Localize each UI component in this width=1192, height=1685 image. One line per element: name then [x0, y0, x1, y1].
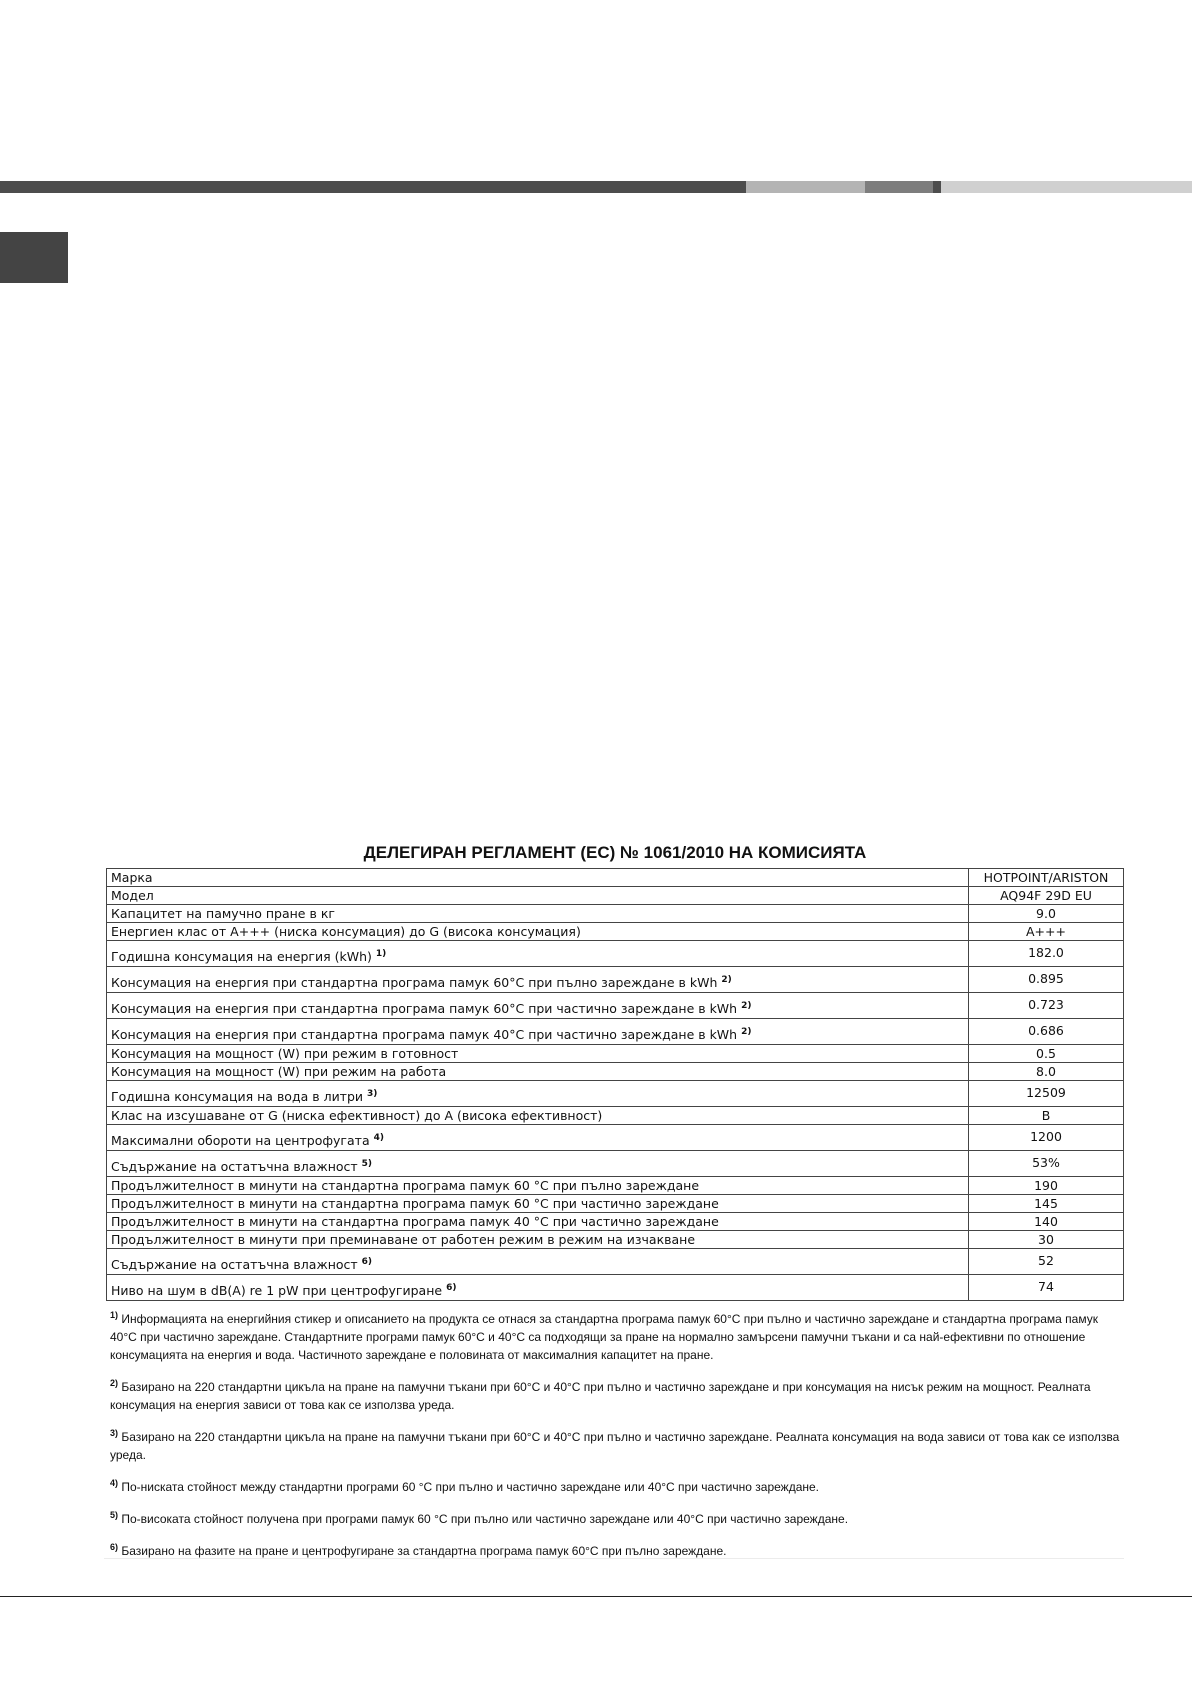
- footnote-number: 6): [110, 1542, 119, 1552]
- table-row: [107, 1249, 1124, 1275]
- row-label: [107, 1019, 969, 1045]
- header-color-bar: [0, 181, 1192, 193]
- footnote: [110, 1428, 1122, 1464]
- row-label-text: Продължителност в минути на стандартна програма памук 60 °C при пълно зареждане: [111, 1177, 700, 1193]
- table-row: [107, 1081, 1124, 1107]
- footer-rule: [0, 1596, 1192, 1597]
- regulation-title: ДЕЛЕГИРАН РЕГЛАМЕНТ (ЕС) № 1061/2010 НА КОМИСИЯТА: [363, 843, 867, 862]
- footnote-text: Базирано на 220 стандартни цикъла на пране на памучни тъкани при 60°C и 40°C при пълно и частично зареждане и при консумация на нисък режим на мощност. Реалната консумация на енергия зависи от това как се използва уреда.: [110, 1380, 1091, 1412]
- table-row: [107, 1019, 1124, 1045]
- row-label: [107, 1177, 969, 1195]
- table-row: [107, 1195, 1124, 1213]
- row-value: 0.686: [969, 1019, 1124, 1045]
- row-label: [107, 1107, 969, 1125]
- row-label-text: Годишна консумация на вода в литри: [111, 1089, 364, 1104]
- row-label: [107, 905, 969, 923]
- row-value: 182.0: [969, 941, 1124, 967]
- row-label: [107, 967, 969, 993]
- row-label: [107, 1045, 969, 1063]
- footnote: [110, 1510, 1122, 1528]
- row-value: 1200: [969, 1125, 1124, 1151]
- row-value: B: [969, 1107, 1124, 1125]
- row-value: A+++: [969, 923, 1124, 941]
- row-label-text: Годишна консумация на енергия (kWh): [111, 949, 372, 964]
- row-value: 12509: [969, 1081, 1124, 1107]
- table-row: [107, 923, 1124, 941]
- language-tab: [0, 232, 68, 283]
- row-label: [107, 1151, 969, 1177]
- row-value: 30: [969, 1231, 1124, 1249]
- footnote-mark: 2): [741, 1026, 752, 1037]
- row-label: [107, 923, 969, 941]
- row-label-text: Марка: [111, 869, 153, 885]
- footnote-text: По-високата стойност получена при програми памук 60 °C при пълно или частично зареждане или 40°C при частично зареждане.: [121, 1512, 849, 1526]
- footnote-text: Базирано на фазите на пране и центрофугиране за стандартна програма памук 60°C при пълно зареждане.: [121, 1544, 727, 1558]
- row-label: [107, 941, 969, 967]
- header-bar-segment: [933, 181, 941, 193]
- row-label: [107, 1213, 969, 1231]
- row-label-text: Съдържание на остатъчна влажност: [111, 1159, 358, 1174]
- spec-table: [106, 868, 1124, 1301]
- row-value: 9.0: [969, 905, 1124, 923]
- footnote-mark: 4): [373, 1132, 384, 1143]
- row-label-text: Продължителност в минути на стандартна програма памук 60 °C при частично зареждане: [111, 1195, 719, 1211]
- footnote-mark: 2): [721, 974, 732, 985]
- row-label: [107, 1249, 969, 1275]
- row-label-text: Консумация на енергия при стандартна програма памук 60°C при частично зареждане в kWh: [111, 1001, 738, 1016]
- row-label-text: Ниво на шум в dB(A) re 1 pW при центрофугиране: [111, 1283, 443, 1298]
- row-label-text: Консумация на енергия при стандартна програма памук 40°C при частично зареждане в kWh: [111, 1027, 738, 1042]
- row-label-text: Съдържание на остатъчна влажност: [111, 1257, 358, 1272]
- row-value: 0.5: [969, 1045, 1124, 1063]
- row-label: [107, 1275, 969, 1301]
- notes-divider: [104, 1558, 1124, 1559]
- header-bar-segment: [941, 181, 1192, 193]
- table-row: [107, 887, 1124, 905]
- row-label-text: Клас на изсушаване от G (ниска ефективност) до A (висока ефективност): [111, 1107, 603, 1123]
- footnote-mark: 1): [375, 948, 387, 959]
- table-row: [107, 1213, 1124, 1231]
- footnote-text: Информацията на енергийния стикер и описанието на продукта се отнася за стандартна програма памук 60°C при пълно и частично зареждане и стандартна програма памук 40°C при частично зареждане. Стандартните програми памук 60°C и 40°C са подходящи за пране на нормално замърсени памучни тъкани и са най-ефективни по отношение консумацията на енергия и вода. Частичното зареждане е половината от максималния капацитет на пране.: [110, 1312, 1098, 1362]
- table-row: [107, 905, 1124, 923]
- row-label-text: Максимални обороти на центрофугата: [111, 1133, 370, 1148]
- table-row: [107, 869, 1124, 887]
- row-value: AQ94F 29D EU: [969, 887, 1124, 905]
- footnotes: [110, 1310, 1122, 1574]
- footnote-number: 4): [110, 1478, 119, 1488]
- row-label-text: Капацитет на памучно пране в кг: [111, 905, 335, 921]
- row-label-text: Консумация на енергия при стандартна програма памук 60°C при пълно зареждане в kWh: [111, 975, 718, 990]
- footnote-mark: 3): [367, 1088, 378, 1099]
- row-value: 52: [969, 1249, 1124, 1275]
- table-row: [107, 1107, 1124, 1125]
- row-value: 190: [969, 1177, 1124, 1195]
- table-row: [107, 993, 1124, 1019]
- row-value: 53%: [969, 1151, 1124, 1177]
- footnote-mark: 6): [361, 1256, 373, 1267]
- row-label: [107, 993, 969, 1019]
- table-row: [107, 1275, 1124, 1301]
- table-row: [107, 1125, 1124, 1151]
- footnote-number: 3): [110, 1428, 119, 1438]
- row-label: [107, 869, 969, 887]
- row-label: [107, 1125, 969, 1151]
- table-row: [107, 1063, 1124, 1081]
- footnote-number: 1): [110, 1310, 119, 1320]
- row-value: HOTPOINT/ARISTON: [969, 869, 1124, 887]
- header-bar-segment: [746, 181, 865, 193]
- row-label-text: Консумация на мощност (W) при режим на работа: [111, 1063, 447, 1079]
- footnote-text: По-ниската стойност между стандартни програми 60 °C при пълно и частично зареждане или 40°C при частично зареждане.: [121, 1480, 819, 1494]
- footnote-number: 5): [110, 1510, 119, 1520]
- row-value: 145: [969, 1195, 1124, 1213]
- row-label: [107, 1231, 969, 1249]
- footnote-mark: 5): [361, 1158, 373, 1169]
- footnote: [110, 1478, 1122, 1496]
- footnote: [110, 1378, 1122, 1414]
- footnote-text: Базирано на 220 стандартни цикъла на пране на памучни тъкани при 60°C и 40°C при пълно и частично зареждане. Реалната консумация на вода зависи от това как се използва уреда.: [110, 1430, 1120, 1462]
- row-value: 74: [969, 1275, 1124, 1301]
- row-label-text: Продължителност в минути при преминаване от работен режим в режим на изчакване: [111, 1231, 696, 1247]
- table-row: [107, 1151, 1124, 1177]
- footnote: [110, 1310, 1122, 1364]
- table-row: [107, 941, 1124, 967]
- table-row: [107, 1177, 1124, 1195]
- row-label-text: Модел: [111, 887, 154, 903]
- table-row: [107, 967, 1124, 993]
- footnote-mark: 2): [741, 1000, 752, 1011]
- row-label: [107, 1063, 969, 1081]
- row-label-text: Консумация на мощност (W) при режим в готовност: [111, 1045, 459, 1061]
- header-bar-segment: [865, 181, 933, 193]
- table-row: [107, 1231, 1124, 1249]
- row-label: [107, 1081, 969, 1107]
- row-value: 0.895: [969, 967, 1124, 993]
- table-row: [107, 1045, 1124, 1063]
- footnote-mark: 6): [446, 1282, 457, 1293]
- footnote-number: 2): [110, 1378, 119, 1388]
- row-value: 8.0: [969, 1063, 1124, 1081]
- row-value: 0.723: [969, 993, 1124, 1019]
- row-label: [107, 1195, 969, 1213]
- header-bar-segment: [0, 181, 746, 193]
- row-label-text: Енергиен клас от A+++ (ниска консумация) до G (висока консумация): [111, 923, 581, 939]
- row-value: 140: [969, 1213, 1124, 1231]
- row-label-text: Продължителност в минути на стандартна програма памук 40 °C при частично зареждане: [111, 1213, 719, 1229]
- row-label: [107, 887, 969, 905]
